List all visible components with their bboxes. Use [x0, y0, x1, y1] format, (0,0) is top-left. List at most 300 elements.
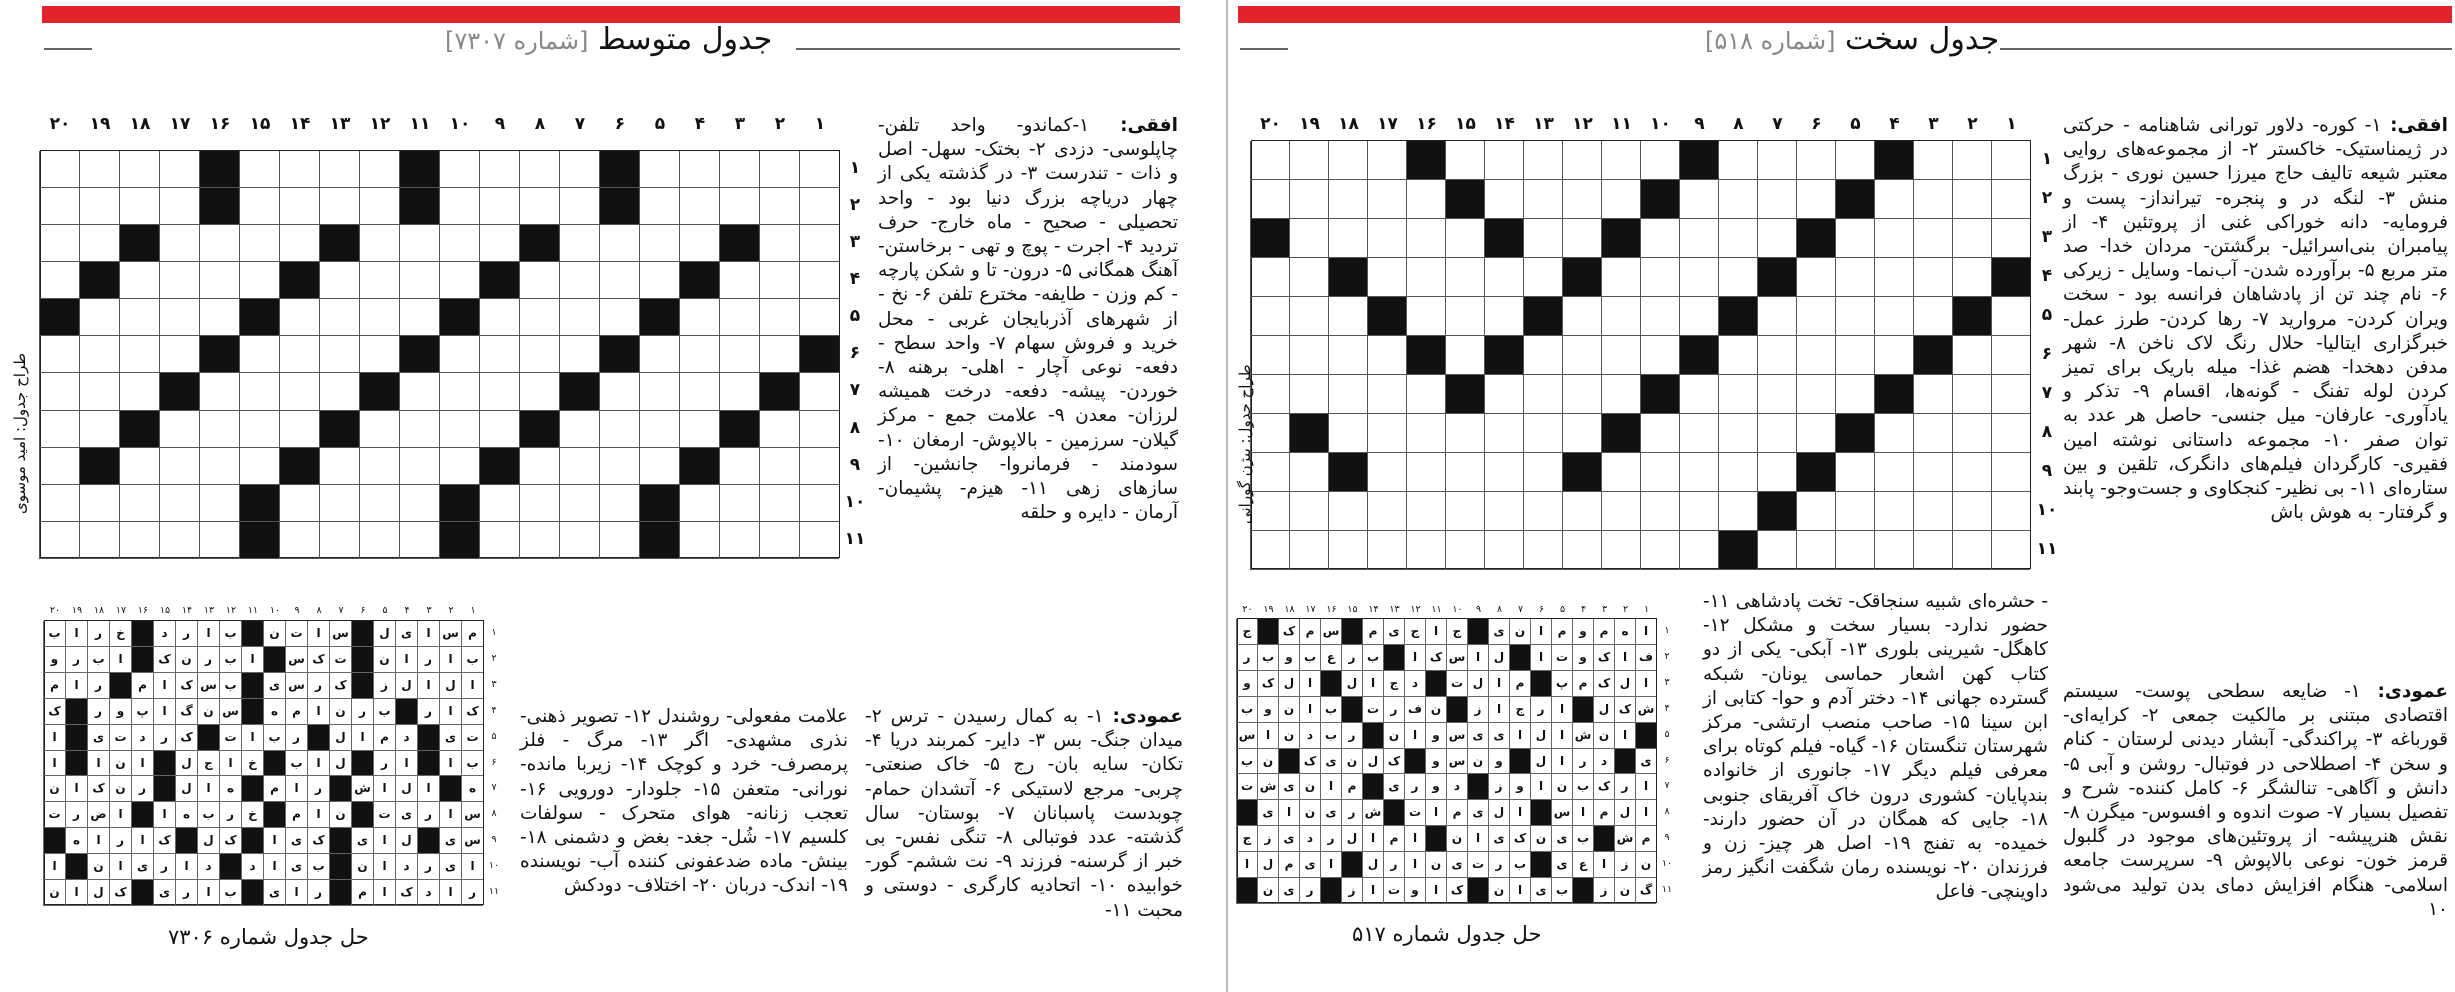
left-grid-cell[interactable] [759, 151, 799, 188]
left-grid-cell[interactable] [439, 373, 479, 410]
right-grid-cell[interactable] [1601, 453, 1640, 492]
left-grid-cell[interactable] [479, 336, 519, 373]
left-grid-cell[interactable] [799, 373, 839, 410]
left-grid-cell[interactable] [279, 373, 319, 410]
left-grid-cell[interactable] [399, 485, 439, 522]
left-grid-cell[interactable] [159, 188, 199, 225]
left-grid-cell[interactable] [159, 448, 199, 485]
left-grid-cell[interactable] [759, 448, 799, 485]
right-grid-cell[interactable] [1484, 492, 1523, 531]
right-grid-cell[interactable] [1952, 453, 1991, 492]
left-grid-cell[interactable] [719, 522, 759, 559]
right-grid-cell[interactable] [1640, 297, 1679, 336]
left-grid-cell[interactable] [279, 485, 319, 522]
left-grid-cell[interactable] [599, 299, 639, 336]
left-grid-cell[interactable] [319, 262, 359, 299]
left-grid-cell[interactable] [239, 336, 279, 373]
right-grid-cell[interactable] [1718, 453, 1757, 492]
left-grid-cell[interactable] [799, 448, 839, 485]
right-grid-cell[interactable] [1250, 492, 1289, 531]
left-grid-cell[interactable] [399, 411, 439, 448]
left-grid-cell[interactable] [119, 299, 159, 336]
left-grid-cell[interactable] [239, 262, 279, 299]
right-grid-cell[interactable] [1328, 492, 1367, 531]
left-grid-cell[interactable] [679, 336, 719, 373]
right-grid-cell[interactable] [1835, 219, 1874, 258]
right-grid-cell[interactable] [1523, 531, 1562, 570]
right-grid-cell[interactable] [1757, 336, 1796, 375]
right-grid-cell[interactable] [1445, 141, 1484, 180]
right-grid-cell[interactable] [1718, 375, 1757, 414]
left-grid-cell[interactable] [319, 522, 359, 559]
left-grid-cell[interactable] [559, 225, 599, 262]
left-grid-cell[interactable] [559, 151, 599, 188]
right-grid-cell[interactable] [1952, 375, 1991, 414]
right-grid-cell[interactable] [1289, 141, 1328, 180]
right-grid-cell[interactable] [1952, 336, 1991, 375]
left-grid-cell[interactable] [719, 373, 759, 410]
right-grid-cell[interactable] [1601, 492, 1640, 531]
left-grid-cell[interactable] [239, 448, 279, 485]
right-grid-cell[interactable] [1328, 375, 1367, 414]
left-grid-cell[interactable] [479, 411, 519, 448]
right-grid-cell[interactable] [1601, 180, 1640, 219]
left-grid-cell[interactable] [79, 299, 119, 336]
right-grid-cell[interactable] [1406, 531, 1445, 570]
right-grid-cell[interactable] [1484, 258, 1523, 297]
right-grid-cell[interactable] [1523, 492, 1562, 531]
left-grid-cell[interactable] [239, 373, 279, 410]
right-grid-cell[interactable] [1874, 258, 1913, 297]
left-grid-cell[interactable] [39, 373, 79, 410]
left-grid-cell[interactable] [359, 262, 399, 299]
left-grid-cell[interactable] [719, 485, 759, 522]
right-grid-cell[interactable] [1601, 297, 1640, 336]
right-grid-cell[interactable] [1796, 297, 1835, 336]
left-grid-cell[interactable] [199, 299, 239, 336]
right-grid-cell[interactable] [1874, 414, 1913, 453]
left-grid-cell[interactable] [479, 522, 519, 559]
right-grid-cell[interactable] [1523, 258, 1562, 297]
right-grid-cell[interactable] [1601, 531, 1640, 570]
right-grid-cell[interactable] [1289, 375, 1328, 414]
left-grid-cell[interactable] [759, 225, 799, 262]
left-grid-cell[interactable] [119, 336, 159, 373]
right-grid-cell[interactable] [1991, 375, 2030, 414]
right-grid-cell[interactable] [1367, 414, 1406, 453]
left-grid-cell[interactable] [159, 522, 199, 559]
right-grid-cell[interactable] [1991, 180, 2030, 219]
left-grid-cell[interactable] [199, 448, 239, 485]
right-grid-cell[interactable] [1367, 258, 1406, 297]
left-grid-cell[interactable] [759, 299, 799, 336]
left-grid-cell[interactable] [119, 485, 159, 522]
left-grid-cell[interactable] [719, 151, 759, 188]
left-grid-cell[interactable] [679, 485, 719, 522]
left-grid-cell[interactable] [319, 485, 359, 522]
left-grid-cell[interactable] [559, 411, 599, 448]
right-grid-cell[interactable] [1406, 375, 1445, 414]
right-grid-cell[interactable] [1250, 414, 1289, 453]
left-grid-cell[interactable] [279, 411, 319, 448]
right-grid-cell[interactable] [1250, 336, 1289, 375]
left-grid-cell[interactable] [119, 448, 159, 485]
right-grid-cell[interactable] [1991, 531, 2030, 570]
right-grid-cell[interactable] [1406, 453, 1445, 492]
right-grid-cell[interactable] [1679, 531, 1718, 570]
left-grid-cell[interactable] [79, 336, 119, 373]
right-grid-cell[interactable] [1718, 180, 1757, 219]
right-grid-cell[interactable] [1913, 180, 1952, 219]
right-grid-cell[interactable] [1952, 258, 1991, 297]
right-grid-cell[interactable] [1991, 297, 2030, 336]
right-grid-cell[interactable] [1952, 414, 1991, 453]
right-grid-cell[interactable] [1874, 531, 1913, 570]
left-grid-cell[interactable] [799, 188, 839, 225]
right-grid-cell[interactable] [1835, 375, 1874, 414]
right-grid-cell[interactable] [1757, 453, 1796, 492]
right-grid-cell[interactable] [1718, 219, 1757, 258]
left-grid-cell[interactable] [639, 188, 679, 225]
left-grid-cell[interactable] [559, 188, 599, 225]
left-grid-cell[interactable] [479, 188, 519, 225]
left-grid-cell[interactable] [479, 485, 519, 522]
right-grid-cell[interactable] [1640, 492, 1679, 531]
left-grid-cell[interactable] [319, 448, 359, 485]
left-grid-cell[interactable] [159, 485, 199, 522]
left-grid-cell[interactable] [359, 299, 399, 336]
right-grid-cell[interactable] [1367, 531, 1406, 570]
right-grid-cell[interactable] [1601, 375, 1640, 414]
left-grid-cell[interactable] [799, 522, 839, 559]
right-grid-cell[interactable] [1562, 414, 1601, 453]
left-grid-cell[interactable] [639, 336, 679, 373]
right-grid-cell[interactable] [1562, 336, 1601, 375]
right-grid-cell[interactable] [1835, 453, 1874, 492]
left-grid-cell[interactable] [799, 225, 839, 262]
left-grid-cell[interactable] [519, 373, 559, 410]
right-grid-cell[interactable] [1913, 492, 1952, 531]
right-grid-cell[interactable] [1523, 336, 1562, 375]
left-grid-cell[interactable] [599, 225, 639, 262]
right-grid-cell[interactable] [1640, 219, 1679, 258]
left-grid-cell[interactable] [39, 262, 79, 299]
right-grid-cell[interactable] [1913, 531, 1952, 570]
right-grid-cell[interactable] [1250, 375, 1289, 414]
left-grid-cell[interactable] [279, 151, 319, 188]
left-grid-cell[interactable] [759, 411, 799, 448]
right-grid-cell[interactable] [1952, 531, 1991, 570]
right-grid-cell[interactable] [1406, 492, 1445, 531]
right-grid-cell[interactable] [1523, 453, 1562, 492]
right-grid-cell[interactable] [1367, 492, 1406, 531]
left-grid-cell[interactable] [439, 151, 479, 188]
right-grid-cell[interactable] [1796, 258, 1835, 297]
left-grid-cell[interactable] [439, 225, 479, 262]
left-grid-cell[interactable] [599, 448, 639, 485]
left-grid-cell[interactable] [239, 411, 279, 448]
right-grid-cell[interactable] [1523, 375, 1562, 414]
right-grid-cell[interactable] [1523, 219, 1562, 258]
right-grid-cell[interactable] [1718, 336, 1757, 375]
right-grid-cell[interactable] [1367, 219, 1406, 258]
left-grid-cell[interactable] [239, 188, 279, 225]
left-grid-cell[interactable] [719, 262, 759, 299]
right-grid-cell[interactable] [1523, 414, 1562, 453]
right-grid-cell[interactable] [1718, 141, 1757, 180]
left-grid-cell[interactable] [79, 188, 119, 225]
left-grid-cell[interactable] [679, 522, 719, 559]
right-grid-cell[interactable] [1757, 414, 1796, 453]
right-grid-cell[interactable] [1367, 180, 1406, 219]
right-grid-cell[interactable] [1406, 297, 1445, 336]
right-grid-cell[interactable] [1484, 141, 1523, 180]
right-grid-cell[interactable] [1991, 219, 2030, 258]
right-grid-cell[interactable] [1835, 258, 1874, 297]
left-grid-cell[interactable] [679, 299, 719, 336]
right-grid-cell[interactable] [1835, 531, 1874, 570]
right-grid-cell[interactable] [1328, 180, 1367, 219]
left-grid-cell[interactable] [639, 225, 679, 262]
left-grid-cell[interactable] [359, 411, 399, 448]
right-grid-cell[interactable] [1289, 258, 1328, 297]
left-grid-cell[interactable] [159, 151, 199, 188]
left-grid-cell[interactable] [119, 262, 159, 299]
left-grid-cell[interactable] [559, 262, 599, 299]
right-grid-cell[interactable] [1328, 297, 1367, 336]
left-grid-cell[interactable] [599, 411, 639, 448]
left-grid-cell[interactable] [39, 151, 79, 188]
left-grid-cell[interactable] [199, 411, 239, 448]
right-grid-cell[interactable] [1250, 258, 1289, 297]
right-grid-cell[interactable] [1835, 297, 1874, 336]
left-grid-cell[interactable] [439, 188, 479, 225]
left-grid-cell[interactable] [759, 188, 799, 225]
right-grid-cell[interactable] [1718, 258, 1757, 297]
left-grid-cell[interactable] [199, 522, 239, 559]
right-grid-cell[interactable] [1484, 531, 1523, 570]
left-grid-cell[interactable] [719, 188, 759, 225]
left-grid-cell[interactable] [319, 299, 359, 336]
right-grid-cell[interactable] [1796, 336, 1835, 375]
left-grid-cell[interactable] [159, 225, 199, 262]
left-grid-cell[interactable] [39, 448, 79, 485]
left-grid-cell[interactable] [759, 336, 799, 373]
right-grid-cell[interactable] [1913, 141, 1952, 180]
right-grid-cell[interactable] [1913, 414, 1952, 453]
right-grid-cell[interactable] [1874, 180, 1913, 219]
left-grid-cell[interactable] [279, 336, 319, 373]
left-grid-cell[interactable] [359, 188, 399, 225]
right-grid-cell[interactable] [1757, 219, 1796, 258]
right-grid-cell[interactable] [1991, 453, 2030, 492]
right-grid-cell[interactable] [1562, 297, 1601, 336]
right-grid-cell[interactable] [1796, 492, 1835, 531]
left-grid-cell[interactable] [79, 225, 119, 262]
left-grid-cell[interactable] [319, 188, 359, 225]
right-grid-cell[interactable] [1913, 297, 1952, 336]
left-grid-cell[interactable] [359, 151, 399, 188]
right-grid-cell[interactable] [1406, 258, 1445, 297]
left-grid-cell[interactable] [279, 522, 319, 559]
right-grid-cell[interactable] [1679, 414, 1718, 453]
right-grid-cell[interactable] [1874, 453, 1913, 492]
left-grid-cell[interactable] [799, 485, 839, 522]
right-grid-cell[interactable] [1679, 297, 1718, 336]
left-grid-cell[interactable] [479, 151, 519, 188]
right-grid-cell[interactable] [1640, 453, 1679, 492]
left-grid-cell[interactable] [639, 262, 679, 299]
right-grid-cell[interactable] [1250, 141, 1289, 180]
left-grid-cell[interactable] [519, 151, 559, 188]
right-grid-cell[interactable] [1250, 453, 1289, 492]
left-grid-cell[interactable] [39, 411, 79, 448]
left-grid-cell[interactable] [39, 188, 79, 225]
right-grid-cell[interactable] [1991, 492, 2030, 531]
right-grid-cell[interactable] [1328, 414, 1367, 453]
left-grid-cell[interactable] [679, 225, 719, 262]
left-grid-cell[interactable] [799, 151, 839, 188]
right-grid-cell[interactable] [1367, 141, 1406, 180]
right-grid-cell[interactable] [1250, 180, 1289, 219]
right-grid-cell[interactable] [1289, 453, 1328, 492]
left-grid-cell[interactable] [79, 485, 119, 522]
left-grid-cell[interactable] [759, 485, 799, 522]
right-grid-cell[interactable] [1289, 336, 1328, 375]
right-grid-cell[interactable] [1289, 297, 1328, 336]
right-grid-cell[interactable] [1445, 531, 1484, 570]
right-grid-cell[interactable] [1757, 297, 1796, 336]
right-grid-cell[interactable] [1562, 375, 1601, 414]
left-grid-cell[interactable] [559, 336, 599, 373]
left-grid-cell[interactable] [679, 188, 719, 225]
left-grid-cell[interactable] [279, 188, 319, 225]
left-grid-cell[interactable] [639, 151, 679, 188]
left-grid-cell[interactable] [39, 522, 79, 559]
left-grid-cell[interactable] [119, 522, 159, 559]
right-grid-cell[interactable] [1874, 297, 1913, 336]
right-grid-cell[interactable] [1328, 531, 1367, 570]
right-grid-cell[interactable] [1250, 297, 1289, 336]
right-grid-cell[interactable] [1718, 492, 1757, 531]
left-grid-cell[interactable] [799, 411, 839, 448]
left-grid-cell[interactable] [519, 485, 559, 522]
left-grid-cell[interactable] [599, 373, 639, 410]
left-grid-cell[interactable] [599, 522, 639, 559]
left-grid-cell[interactable] [519, 188, 559, 225]
right-grid-cell[interactable] [1952, 219, 1991, 258]
right-grid-cell[interactable] [1484, 297, 1523, 336]
right-grid-cell[interactable] [1679, 375, 1718, 414]
left-grid-cell[interactable] [239, 225, 279, 262]
right-grid-cell[interactable] [1679, 492, 1718, 531]
left-grid-cell[interactable] [519, 299, 559, 336]
right-grid-cell[interactable] [1562, 141, 1601, 180]
left-grid-cell[interactable] [39, 336, 79, 373]
right-grid-cell[interactable] [1601, 141, 1640, 180]
left-grid-cell[interactable] [279, 225, 319, 262]
left-grid-cell[interactable] [79, 411, 119, 448]
left-grid-cell[interactable] [199, 373, 239, 410]
left-grid-cell[interactable] [39, 485, 79, 522]
right-grid-cell[interactable] [1289, 219, 1328, 258]
left-grid-cell[interactable] [119, 373, 159, 410]
right-grid-cell[interactable] [1406, 414, 1445, 453]
right-grid-cell[interactable] [1484, 414, 1523, 453]
left-grid-cell[interactable] [519, 262, 559, 299]
left-grid-cell[interactable] [159, 411, 199, 448]
left-grid-cell[interactable] [719, 448, 759, 485]
right-grid-cell[interactable] [1913, 453, 1952, 492]
left-grid-cell[interactable] [279, 299, 319, 336]
right-grid-cell[interactable] [1679, 453, 1718, 492]
left-grid-cell[interactable] [479, 225, 519, 262]
right-grid-cell[interactable] [1913, 375, 1952, 414]
right-grid-cell[interactable] [1679, 258, 1718, 297]
left-grid-cell[interactable] [79, 373, 119, 410]
right-grid-cell[interactable] [1445, 453, 1484, 492]
right-grid-cell[interactable] [1523, 141, 1562, 180]
right-grid-cell[interactable] [1484, 453, 1523, 492]
right-grid-cell[interactable] [1679, 180, 1718, 219]
right-grid-cell[interactable] [1913, 258, 1952, 297]
right-grid-cell[interactable] [1367, 375, 1406, 414]
right-grid-cell[interactable] [1952, 180, 1991, 219]
right-grid-cell[interactable] [1835, 492, 1874, 531]
left-grid-cell[interactable] [559, 448, 599, 485]
left-grid-cell[interactable] [399, 262, 439, 299]
left-grid-cell[interactable] [719, 336, 759, 373]
right-grid-cell[interactable] [1289, 531, 1328, 570]
right-grid-cell[interactable] [1289, 180, 1328, 219]
right-grid-cell[interactable] [1445, 492, 1484, 531]
right-grid-cell[interactable] [1562, 492, 1601, 531]
right-grid-cell[interactable] [1445, 219, 1484, 258]
right-grid-cell[interactable] [1250, 531, 1289, 570]
right-grid-cell[interactable] [1757, 375, 1796, 414]
left-grid-cell[interactable] [799, 299, 839, 336]
left-grid-cell[interactable] [359, 485, 399, 522]
left-grid-cell[interactable] [799, 262, 839, 299]
left-grid-cell[interactable] [519, 448, 559, 485]
right-grid-cell[interactable] [1952, 492, 1991, 531]
right-grid-cell[interactable] [1991, 414, 2030, 453]
right-grid-cell[interactable] [1640, 141, 1679, 180]
right-grid-cell[interactable] [1289, 492, 1328, 531]
left-grid-cell[interactable] [399, 225, 439, 262]
left-grid-cell[interactable] [639, 448, 679, 485]
left-grid-cell[interactable] [679, 151, 719, 188]
right-grid-cell[interactable] [1406, 219, 1445, 258]
left-grid-cell[interactable] [399, 373, 439, 410]
left-grid-cell[interactable] [319, 151, 359, 188]
right-grid-cell[interactable] [1796, 180, 1835, 219]
left-grid-cell[interactable] [479, 373, 519, 410]
right-grid-cell[interactable] [1562, 219, 1601, 258]
right-grid-cell[interactable] [1874, 336, 1913, 375]
right-grid-cell[interactable] [1991, 336, 2030, 375]
right-grid-cell[interactable] [1640, 414, 1679, 453]
left-grid-cell[interactable] [439, 411, 479, 448]
left-grid-cell[interactable] [159, 336, 199, 373]
left-grid-cell[interactable] [559, 299, 599, 336]
left-grid-cell[interactable] [119, 151, 159, 188]
right-grid-cell[interactable] [1796, 531, 1835, 570]
right-grid-cell[interactable] [1757, 180, 1796, 219]
right-grid-cell[interactable] [1796, 141, 1835, 180]
right-grid-cell[interactable] [1640, 531, 1679, 570]
right-grid-cell[interactable] [1445, 297, 1484, 336]
